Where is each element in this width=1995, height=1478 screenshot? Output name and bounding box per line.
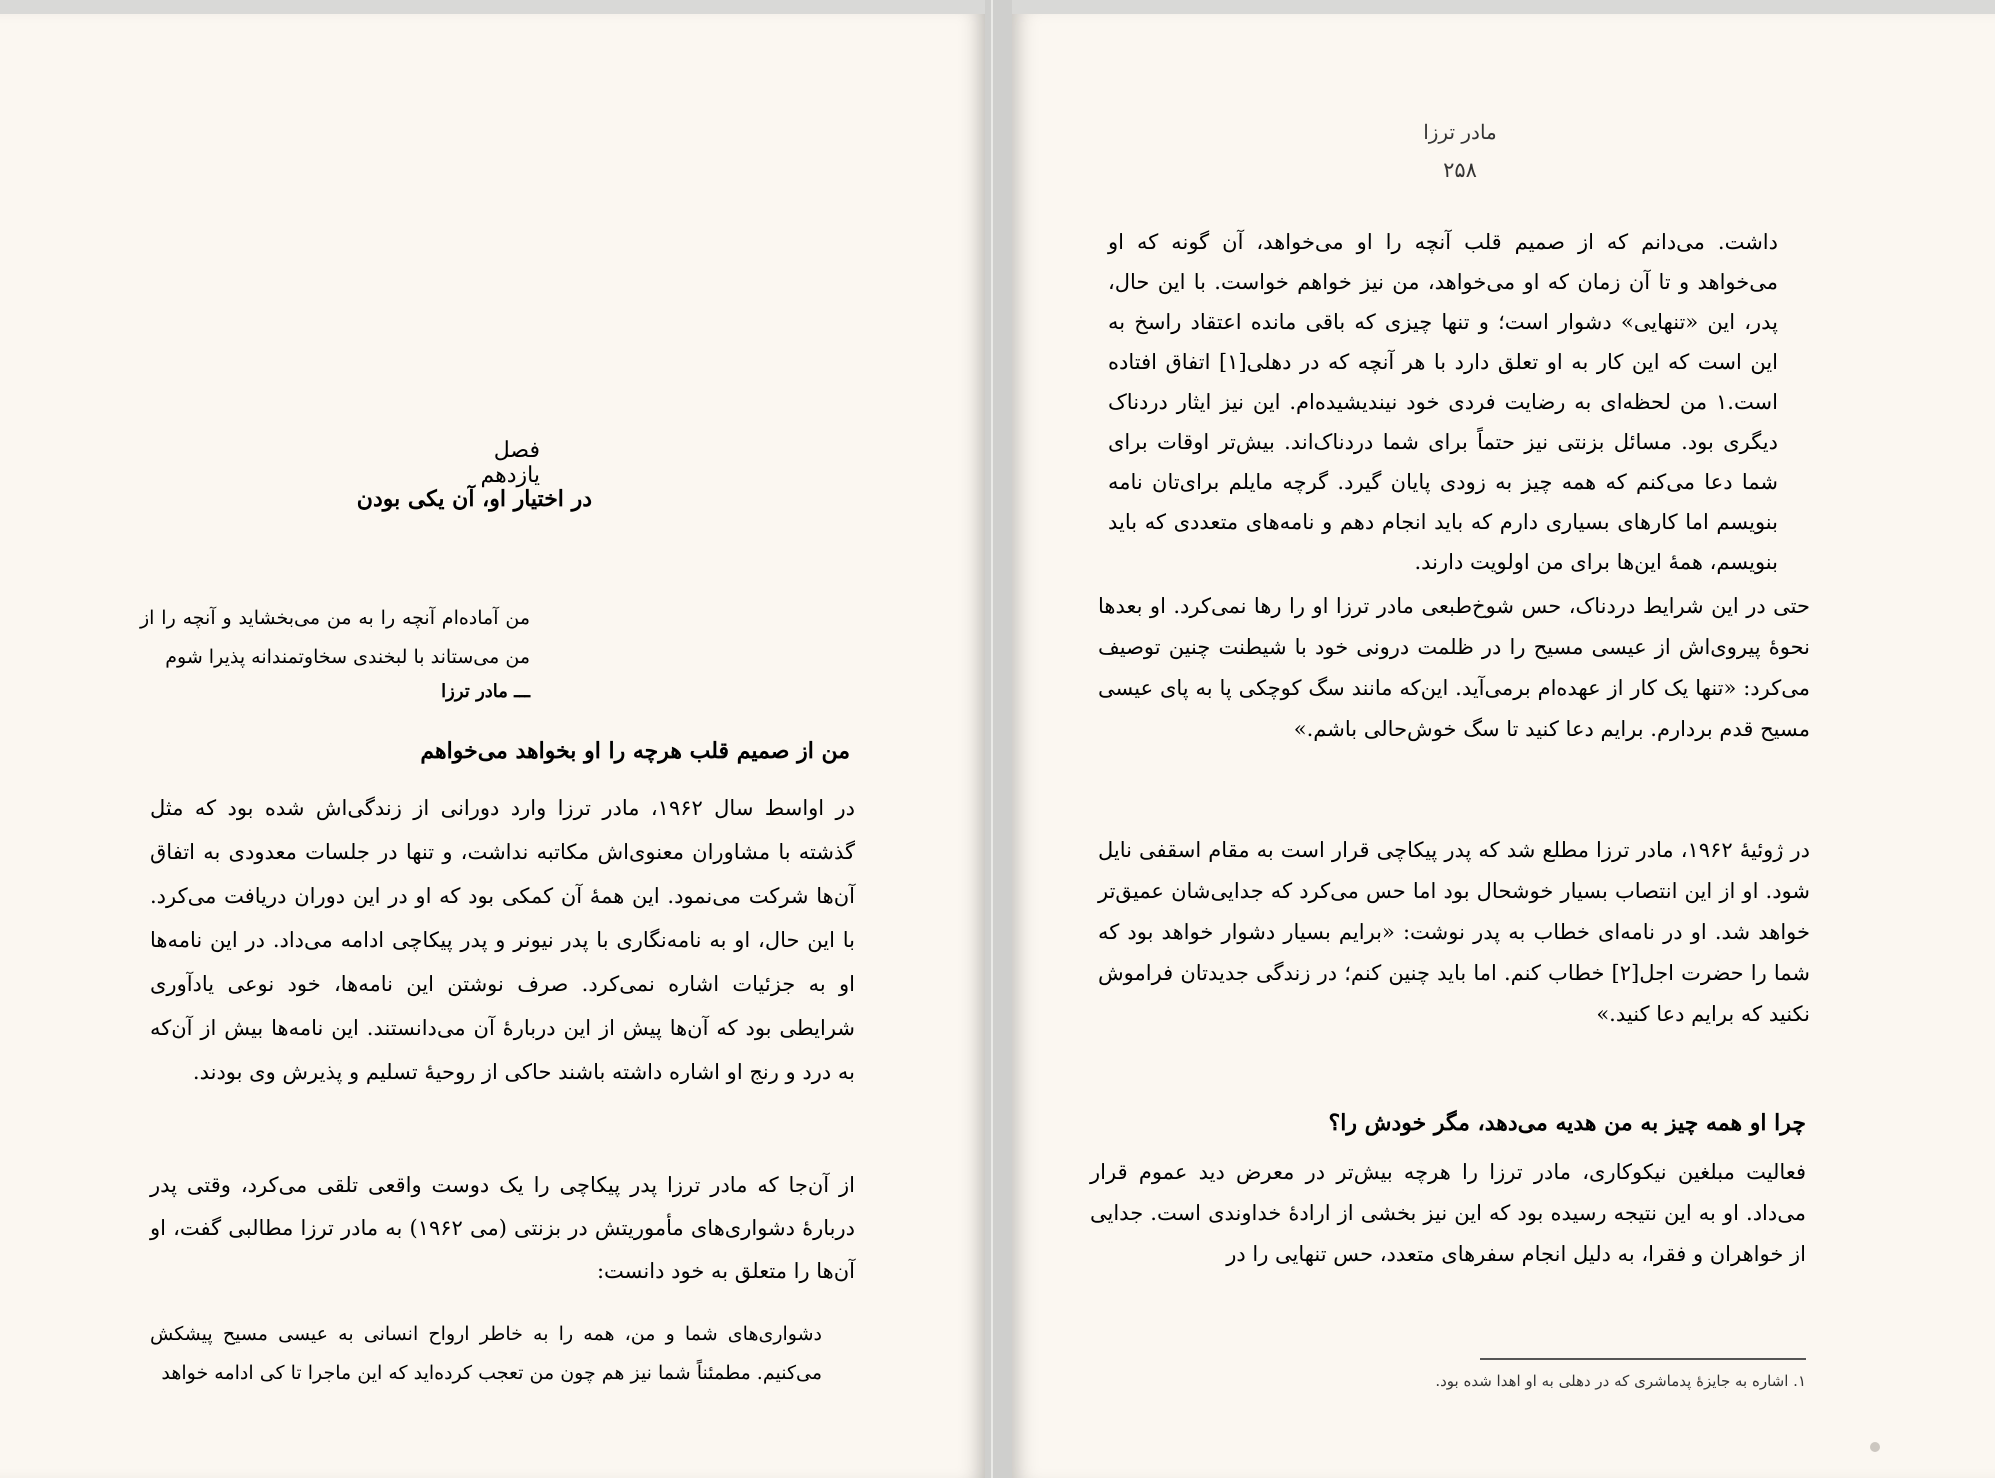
right-paragraph-1: داشت. می‌دانم که از صمیم قلب آنچه را او می‌خواهد، آن گونه که او می‌خواهد و تا آن زمان که او می‌خواهد، من نیز خواهم خواست. با این حال، پدر، این «تنهایی» دشوار است؛ و تنها چیزی که باقی مانده اعتقاد راسخ به این است که این کار به او تعلق دارد با هر آنچه که در دهلی[۱] اتفاق افتاده است.۱ من لحظه‌ای به رضایت فردی خود نیندیشیده‌ام. این نیز ایثار دردناک دیگری بود. مسائل بزنتی نیز حتماً برای شما دردناک‌اند. بیش‌تر اوقات برای شما دعا می‌کنم که همه چیز به زودی پایان گیرد. گرچه مایلم برای‌تان نامه بنویسم اما کارهای بسیاری دارم که باید انجام دهم و نامه‌های متعددی که باید بنویسم، همهٔ این‌ها برای من اولویت دارند. [1108,230,1778,574]
epigraph: من آماده‌ام آنچه را به من می‌بخشاید و آنچه را از من می‌ستاند با لبخندی سخاوتمندانه پذیرا شوم [140,607,530,668]
epigraph-author: ـــ مادر ترزا [441,681,530,702]
right-paragraph-3: در ژوئیهٔ ۱۹۶۲، مادر ترزا مطلع شد که پدر پیکاچی قرار است به مقام اسقفی نایل شود. او از این انتصاب بسیار خوشحال بود اما حس می‌کرد که جدایی‌شان عمیق‌تر خواهد شد. او در نامه‌ای خطاب به پدر نوشت: «برایم بسیار دشوار خواهد بود که شما را حضرت اجل[۲] خطاب کنم. اما باید چنین کنم؛ در زندگی جدیدتان فراموش نکنید که برایم دعا کنید.» [1098,838,1811,1026]
book-gutter [985,0,1012,1478]
footnote: ۱. اشاره به جایزهٔ پدماشری که در دهلی به او اهدا شده بود. [1435,1372,1806,1390]
right-paragraph-2: حتی در این شرایط دردناک، حس شوخ‌طبعی مادر ترزا او را رها نمی‌کرد. او بعدها نحوهٔ پیروی‌اش از عیسی مسیح را در ظلمت درونی خود با شیطنت چنین توصیف می‌کرد: «تنها یک کار از عهده‌ام برمی‌آید. این‌که مانند سگ کوچکی پا به پای عیسی مسیح قدم بردارم. برایم دعا کنید تا سگ خوش‌حالی باشم.» [1098,594,1810,741]
paper-speck [1870,1442,1880,1452]
left-section-heading: من از صمیم قلب هرچه را او بخواهد می‌خواهم [420,738,850,764]
running-head: مادر ترزا [1423,120,1497,144]
chapter-number: فصل یازدهم [480,438,540,488]
page-number: ۲۵۸ [1443,158,1477,182]
right-section-heading: چرا او همه چیز به من هدیه می‌دهد، مگر خودش را؟ [1328,1110,1806,1136]
footnote-rule [1480,1358,1806,1360]
block-quote: دشواری‌های شما و من، همه را به خاطر ارواح انسانی به عیسی مسیح پیشکش می‌کنیم. مطمئناً شما نیز هم چون من تعجب کرده‌اید که این ماجرا تا کی ادامه خواهد [150,1323,822,1384]
right-paragraph-4: فعالیت مبلغین نیکوکاری، مادر ترزا را هرچه بیش‌تر در معرض دید عموم قرار می‌داد. او به این نتیجه رسیده بود که این نیز بخشی از ارادهٔ خداوندی است. جدایی از خواهران و فقرا، به دلیل انجام سفرهای متعدد، حس تنهایی را در [1090,1160,1806,1266]
gutter-edge [991,0,993,1478]
left-paragraph-1: در اواسط سال ۱۹۶۲، مادر ترزا وارد دورانی از زندگی‌اش شده بود که مثل گذشته با مشاوران معنوی‌اش مکاتبه نداشت، و تنها در جلسات معدودی به اتفاق آن‌ها شرکت می‌نمود. این همهٔ آن کمکی بود که او در این دوران دریافت می‌کرد. با این حال، او به نامه‌نگاری با پدر نیونر و پدر پیکاچی ادامه می‌داد. در این نامه‌ها او به جزئیات اشاره نمی‌کرد. صرف نوشتن این نامه‌ها، خود نوعی یادآوری شرایطی بود که آن‌ها پیش از این دربارهٔ آن می‌دانستند. این نامه‌ها بیش از آن‌که به درد و رنج او اشاره داشته باشند حاکی از روحیهٔ تسلیم و پذیرش وی بودند. [150,796,855,1084]
left-paragraph-2: از آن‌جا که مادر ترزا پدر پیکاچی را یک دوست واقعی تلقی می‌کرد، وقتی پدر دربارهٔ دشواری‌های مأموریتش در بزنتی (می ۱۹۶۲) به مادر ترزا مطالبی گفت، او آن‌ها را متعلق به خود دانست: [150,1173,855,1283]
chapter-title: در اختیار او، آن یکی بودن [356,486,592,512]
